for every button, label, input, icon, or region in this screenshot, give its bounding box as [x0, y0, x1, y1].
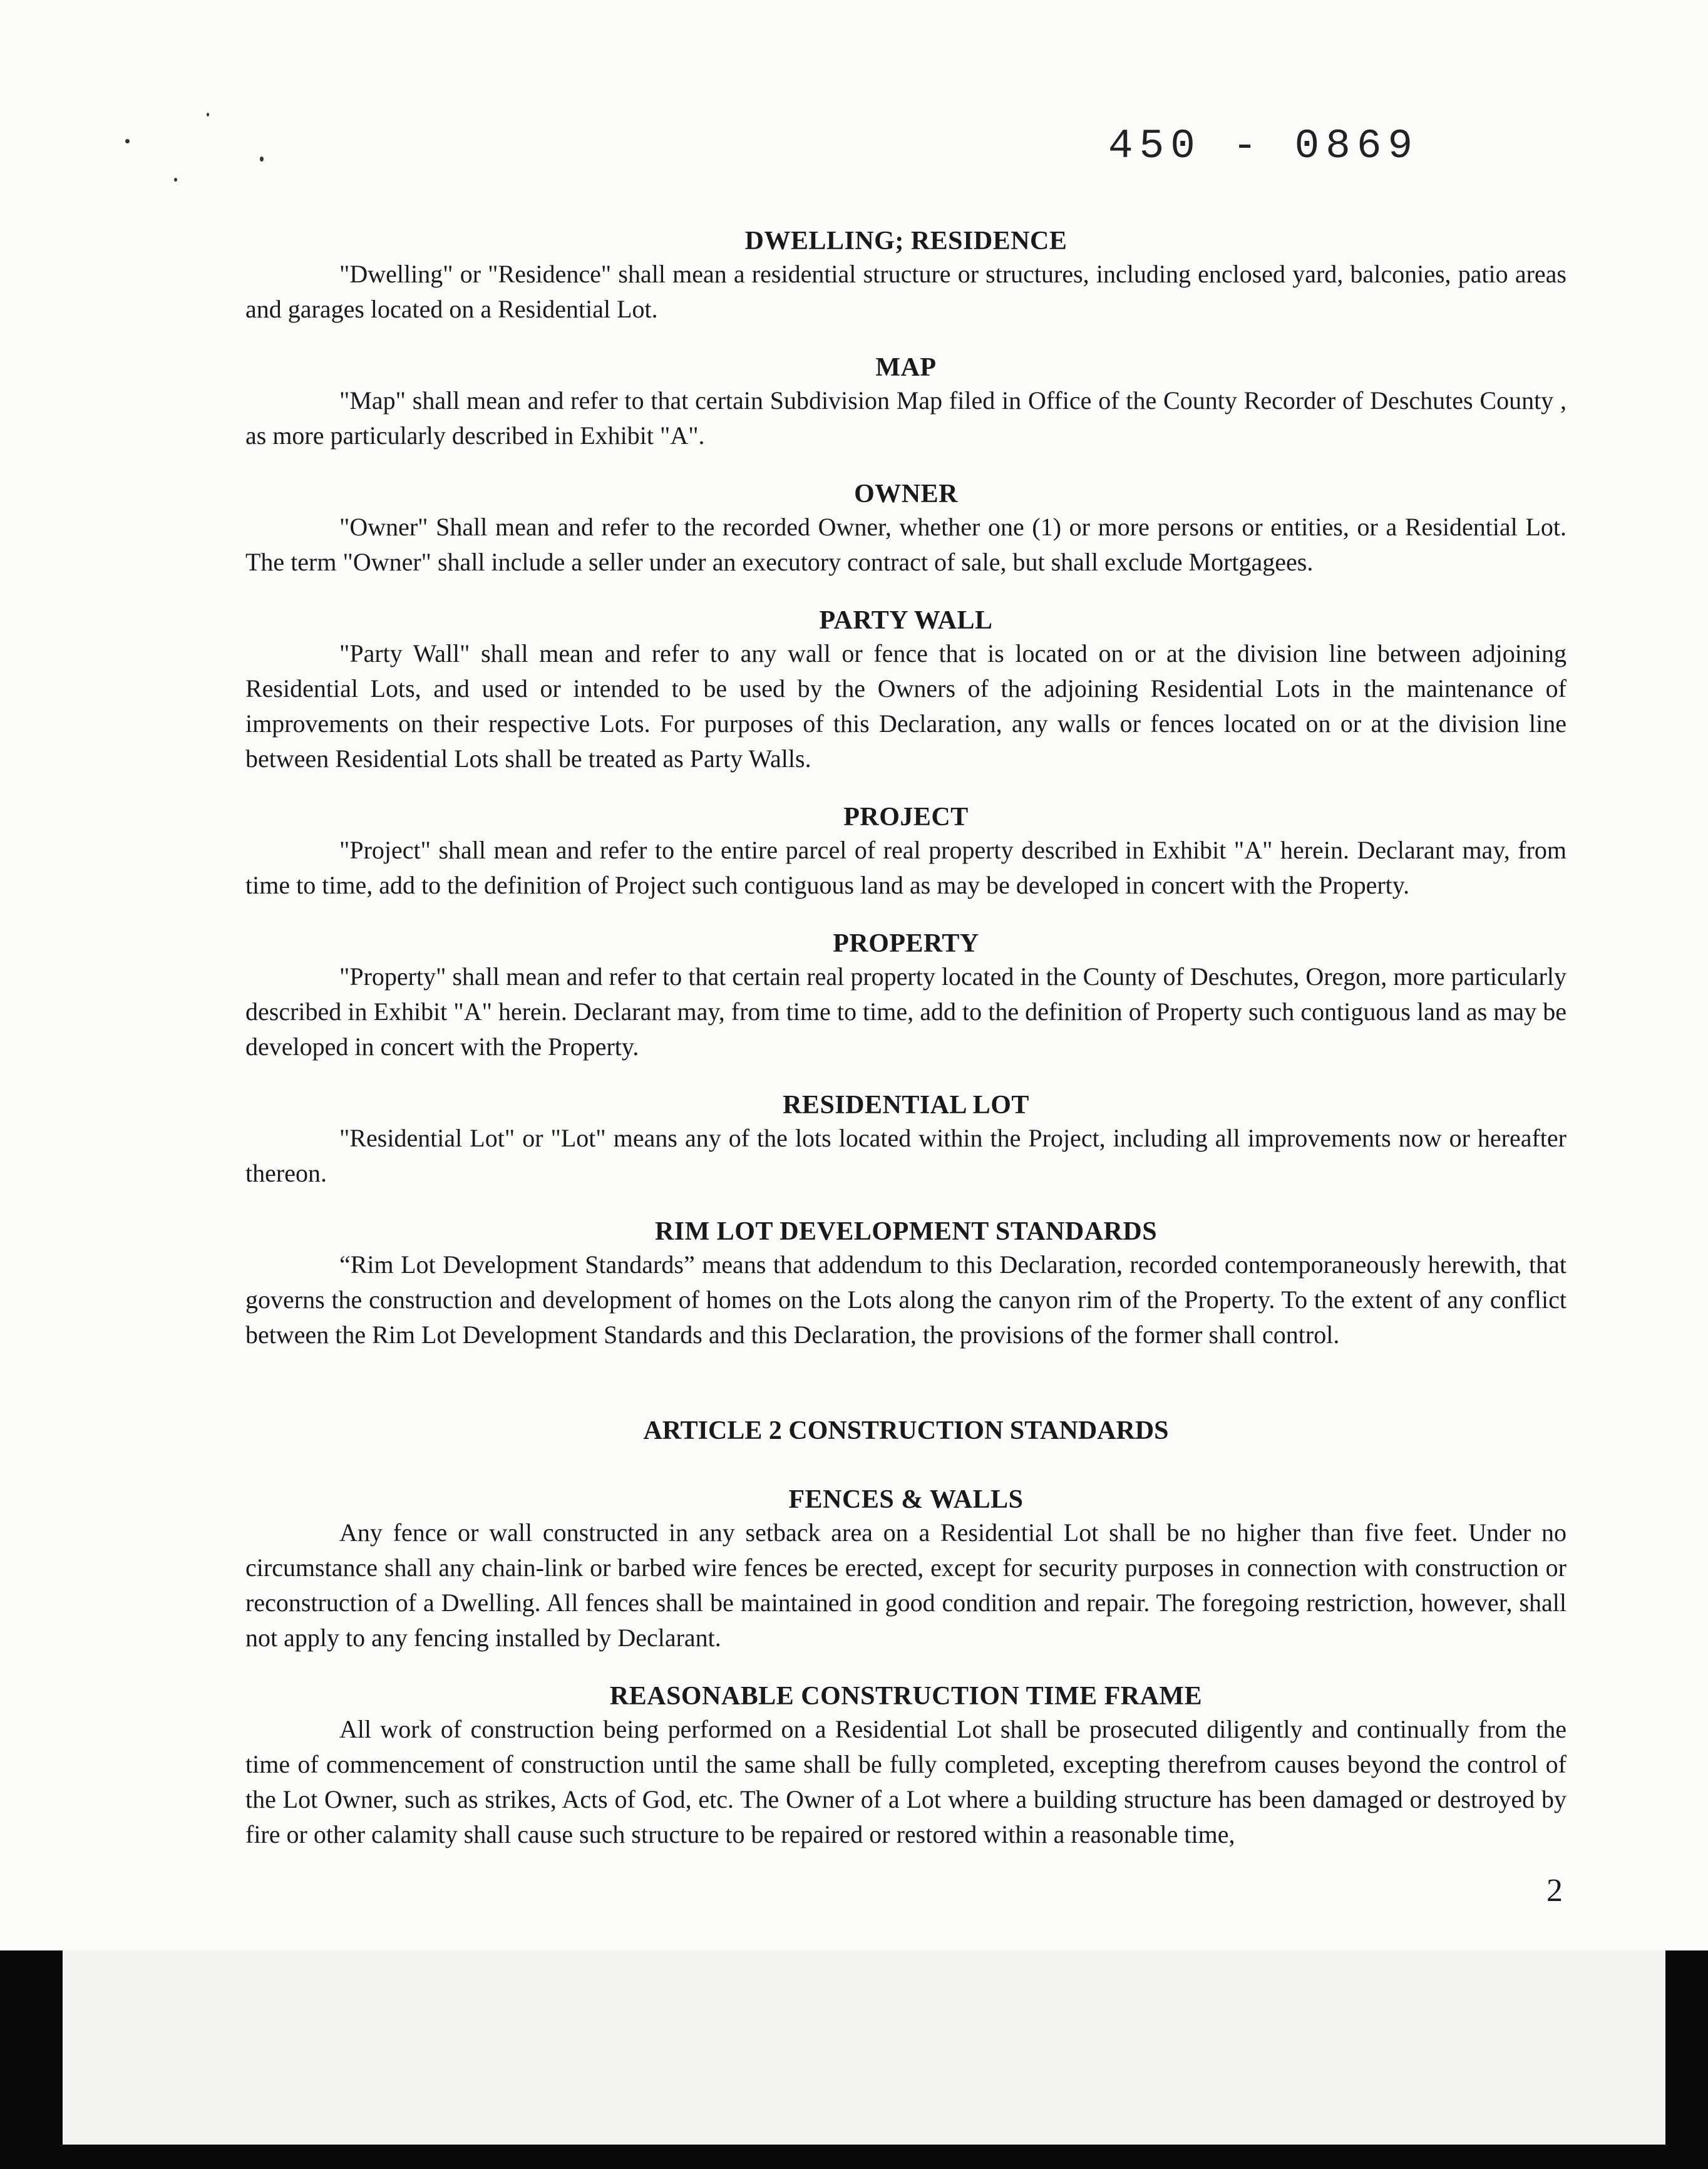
section-heading: OWNER	[854, 480, 958, 508]
section-text: “Rim Lot Development Standards” means that addendum to this Declaration, recorded contemporaneously herewith, that governs the construction and development of homes on the Lots along the canyon rim of the Property. To the extent of any conflict between the Rim Lot Development Standards and this Declaration, the provisions of the former shall control.	[245, 1250, 1567, 1349]
section-heading: RESIDENTIAL LOT	[783, 1091, 1029, 1120]
section-text: "Owner" Shall mean and refer to the recorded Owner, whether one (1) or more persons or entities, or a Residential Lot. The term "Owner" shall include a seller under an executory contract of sale, but shall exclude Mortgagees.	[245, 513, 1567, 576]
standard-construction-time-frame	[245, 1681, 1567, 1852]
section-text: "Project" shall mean and refer to the entire parcel of real property described in Exhibit "A" herein. Declarant may, from time to time, add to the definition of Project such contiguous land as may be developed in concert with the Property.	[245, 836, 1567, 899]
section-heading: FENCES & WALLS	[788, 1485, 1024, 1514]
section-heading: PROJECT	[843, 803, 969, 832]
section-heading: DWELLING; RESIDENCE	[744, 227, 1068, 255]
section-heading: PARTY WALL	[819, 606, 993, 635]
scan-speck	[260, 157, 264, 162]
definition-owner	[245, 478, 1567, 580]
article-title: ARTICLE 2 CONSTRUCTION STANDARDS	[643, 1416, 1169, 1445]
scan-speck	[125, 139, 130, 143]
standard-fences-walls	[245, 1484, 1567, 1656]
section-text: Any fence or wall constructed in any setback area on a Residential Lot shall be no higher than five feet. Under no circumstance shall any chain-link or barbed wire fences be erected, except for security purposes in connection with construction or reconstruction of a Dwelling. All fences shall be maintained in good condition and repair. The foregoing restriction, however, shall not apply to any fencing installed by Declarant.	[245, 1518, 1567, 1652]
definition-project	[245, 801, 1567, 903]
definition-party-wall	[245, 605, 1567, 776]
definition-rim-lot-standards	[245, 1216, 1567, 1352]
definition-residential-lot	[245, 1090, 1567, 1191]
definition-property	[245, 928, 1567, 1064]
definition-map	[245, 352, 1567, 453]
scan-speck	[207, 113, 209, 116]
scan-bottom-strip	[63, 1950, 1665, 2145]
section-text: "Party Wall" shall mean and refer to any wall or fence that is located on or at the division line between adjoining Residential Lots, and used or intended to be used by the Owners of the adjoining Residential Lots in the maintenance of improvements on their respective Lots. For purposes of this Declaration, any walls or fences located on or at the division line between Residential Lots shall be treated as Party Walls.	[245, 639, 1567, 773]
section-text: "Property" shall mean and refer to that certain real property located in the County of Deschutes, Oregon, more particularly described in Exhibit "A" herein. Declarant may, from time to time, add to the definition of Property such contiguous land as may be developed in concert with the Property.	[245, 962, 1567, 1061]
book-page-stamp: 450 - 0869	[1108, 123, 1419, 170]
section-text: "Dwelling" or "Residence" shall mean a residential structure or structures, including enclosed yard, balconies, patio areas and garages located on a Residential Lot.	[245, 260, 1567, 323]
section-heading: REASONABLE CONSTRUCTION TIME FRAME	[609, 1682, 1203, 1711]
section-heading: MAP	[875, 353, 937, 382]
page-number: 2	[1546, 1873, 1563, 1909]
scan-speck	[174, 178, 177, 182]
section-text: All work of construction being performed on a Residential Lot shall be prosecuted diligently and continually from the time of commencement of construction until the same shall be fully completed, excepting therefrom causes beyond the control of the Lot Owner, such as strikes, Acts of God, etc. The Owner of a Lot where a building structure has been damaged or destroyed by fire or other calamity shall cause such structure to be repaired or restored within a reasonable time,	[245, 1715, 1567, 1848]
definition-dwelling	[245, 225, 1567, 327]
declaration-body	[245, 225, 1567, 1877]
section-heading: PROPERTY	[833, 929, 979, 958]
section-text: "Residential Lot" or "Lot" means any of the lots located within the Project, including all improvements now or hereafter thereon.	[245, 1124, 1567, 1187]
section-text: "Map" shall mean and refer to that certain Subdivision Map filed in Office of the County Recorder of Deschutes County , as more particularly described in Exhibit "A".	[245, 386, 1567, 450]
section-heading: RIM LOT DEVELOPMENT STANDARDS	[654, 1217, 1158, 1246]
